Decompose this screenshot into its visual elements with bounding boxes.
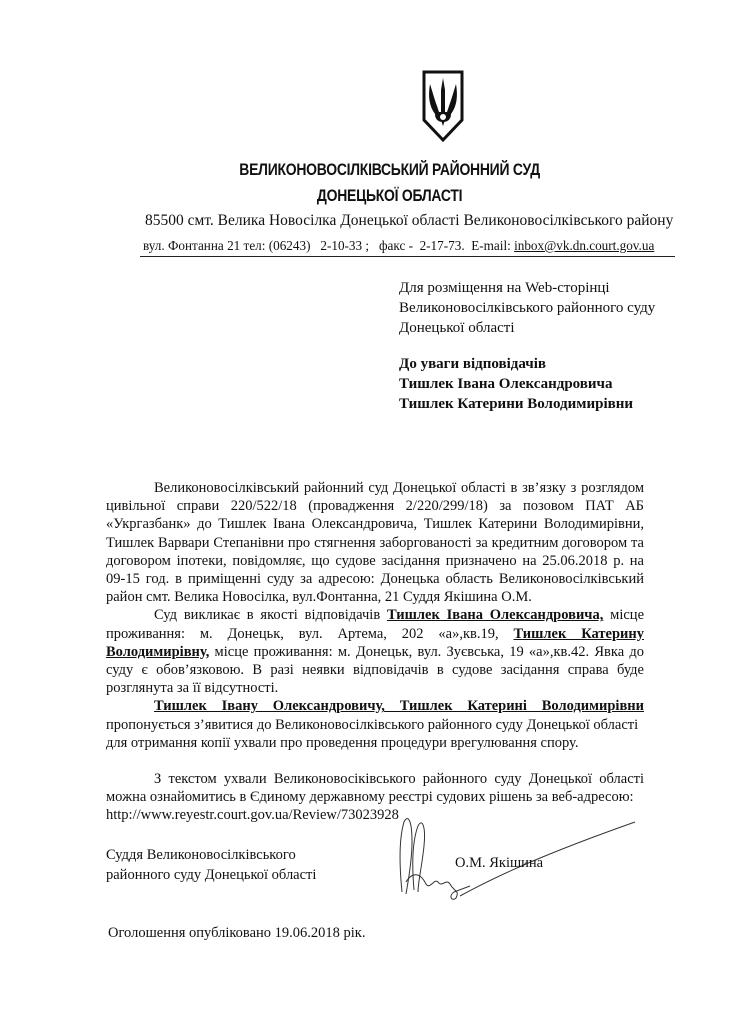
trident-coat-of-arms-icon — [421, 70, 465, 142]
court-name-line1: ВЕЛИКОНОВОСІЛКІВСЬКИЙ РАЙОННИЙ СУД — [239, 160, 540, 179]
header-divider — [140, 256, 675, 257]
publication-date: Оголошення опубліковано 19.06.2018 рік. — [108, 925, 366, 941]
contacts-text: вул. Фонтанна 21 тел: (06243) 2-10-33 ; факс - 2-17-73. E-mail: — [143, 238, 515, 253]
notice-body — [106, 479, 644, 825]
defendant-name-2: Тишлек Катерину Володимирівну, — [106, 625, 644, 660]
attention-line: Тишлек Катерини Володимирівни — [399, 396, 634, 412]
judge-title-line: районного суду Донецької області — [106, 867, 317, 883]
invitation-line: для отримання копії ухвали про проведення процедури врегулювання спору. — [106, 734, 579, 751]
residence-2: місце проживання: м. Донецьк, вул. Зуєвська, 19 «а»,кв.42. Явка до суду є обов’язковою. В разі неявки відповідачів в судове засідання справа буде розглянута за її відсутності. — [106, 643, 644, 697]
attention-line: До уваги відповідачів — [399, 356, 546, 372]
court-address: 85500 смт. Велика Новосілка Донецької області Великоновосілківського району — [145, 212, 674, 229]
paragraph-invited-names: Тишлек Івану Олександровичу, Тишлек Катерині Володимирівни — [154, 698, 644, 715]
attention-line: Тишлек Івана Олександровича — [399, 376, 613, 392]
placement-line: Донецької області — [399, 320, 515, 336]
judge-title — [106, 845, 316, 885]
paragraph-hearing-notice: Великоновосілківський районний суд Донецької області в зв’язку з розглядом цивільної справи 220/522/18 (провадження 2/220/299/18) за позовом ПАТ АБ «Укргазбанк» до Тишлек Івана Олександровича, Тишлек Катерини Володимирівни, Тишлек Варвари Степанівни про стягнення заборгованості за кредитним договором та договором іпотеки, повідомляє, що судове засідання призначено на 25.06.2018 р. на 09-15 год. в приміщенні суду за адресою: Донецька область Великоновосілківський район смт. Велика Новосілка, вул.Фонтанна, 21 Суддя Якішина О.М. — [106, 480, 644, 606]
judge-title-line: Суддя Великоновосілківського — [106, 847, 296, 863]
summons-intro: Суд викликає в якості відповідачів — [154, 607, 387, 624]
defendant-name-1: Тишлек Івана Олександровича, — [386, 607, 604, 624]
invitation-line: пропонується з’явитися до Великоновосілківського районного суду Донецької області — [106, 716, 639, 733]
recipient-block — [399, 278, 655, 414]
court-name-line2: ДОНЕЦЬКОЇ ОБЛАСТІ — [316, 186, 463, 205]
paragraph-registry: З текстом ухвали Великоновосіківського районного суду Донецької області можна ознайомитись в Єдиному державному реєстрі судових рішень за веб-адресою: — [106, 771, 644, 806]
paragraph-summons — [106, 606, 644, 697]
placement-line: Для розміщення на Web-сторінці — [399, 280, 610, 296]
judge-name: О.М. Якішина — [455, 855, 544, 871]
court-contacts — [143, 238, 654, 254]
residence-1: місце проживання: м. Донецьк, вул. Артема, 202 «а»,кв.19, — [106, 607, 645, 642]
email-link[interactable]: inbox@vk.dn.court.gov.ua — [514, 238, 655, 253]
registry-url[interactable]: http://www.reyestr.court.gov.ua/Review/73023928 — [106, 807, 399, 824]
placement-line: Великоновосілківського районного суду — [399, 300, 656, 316]
